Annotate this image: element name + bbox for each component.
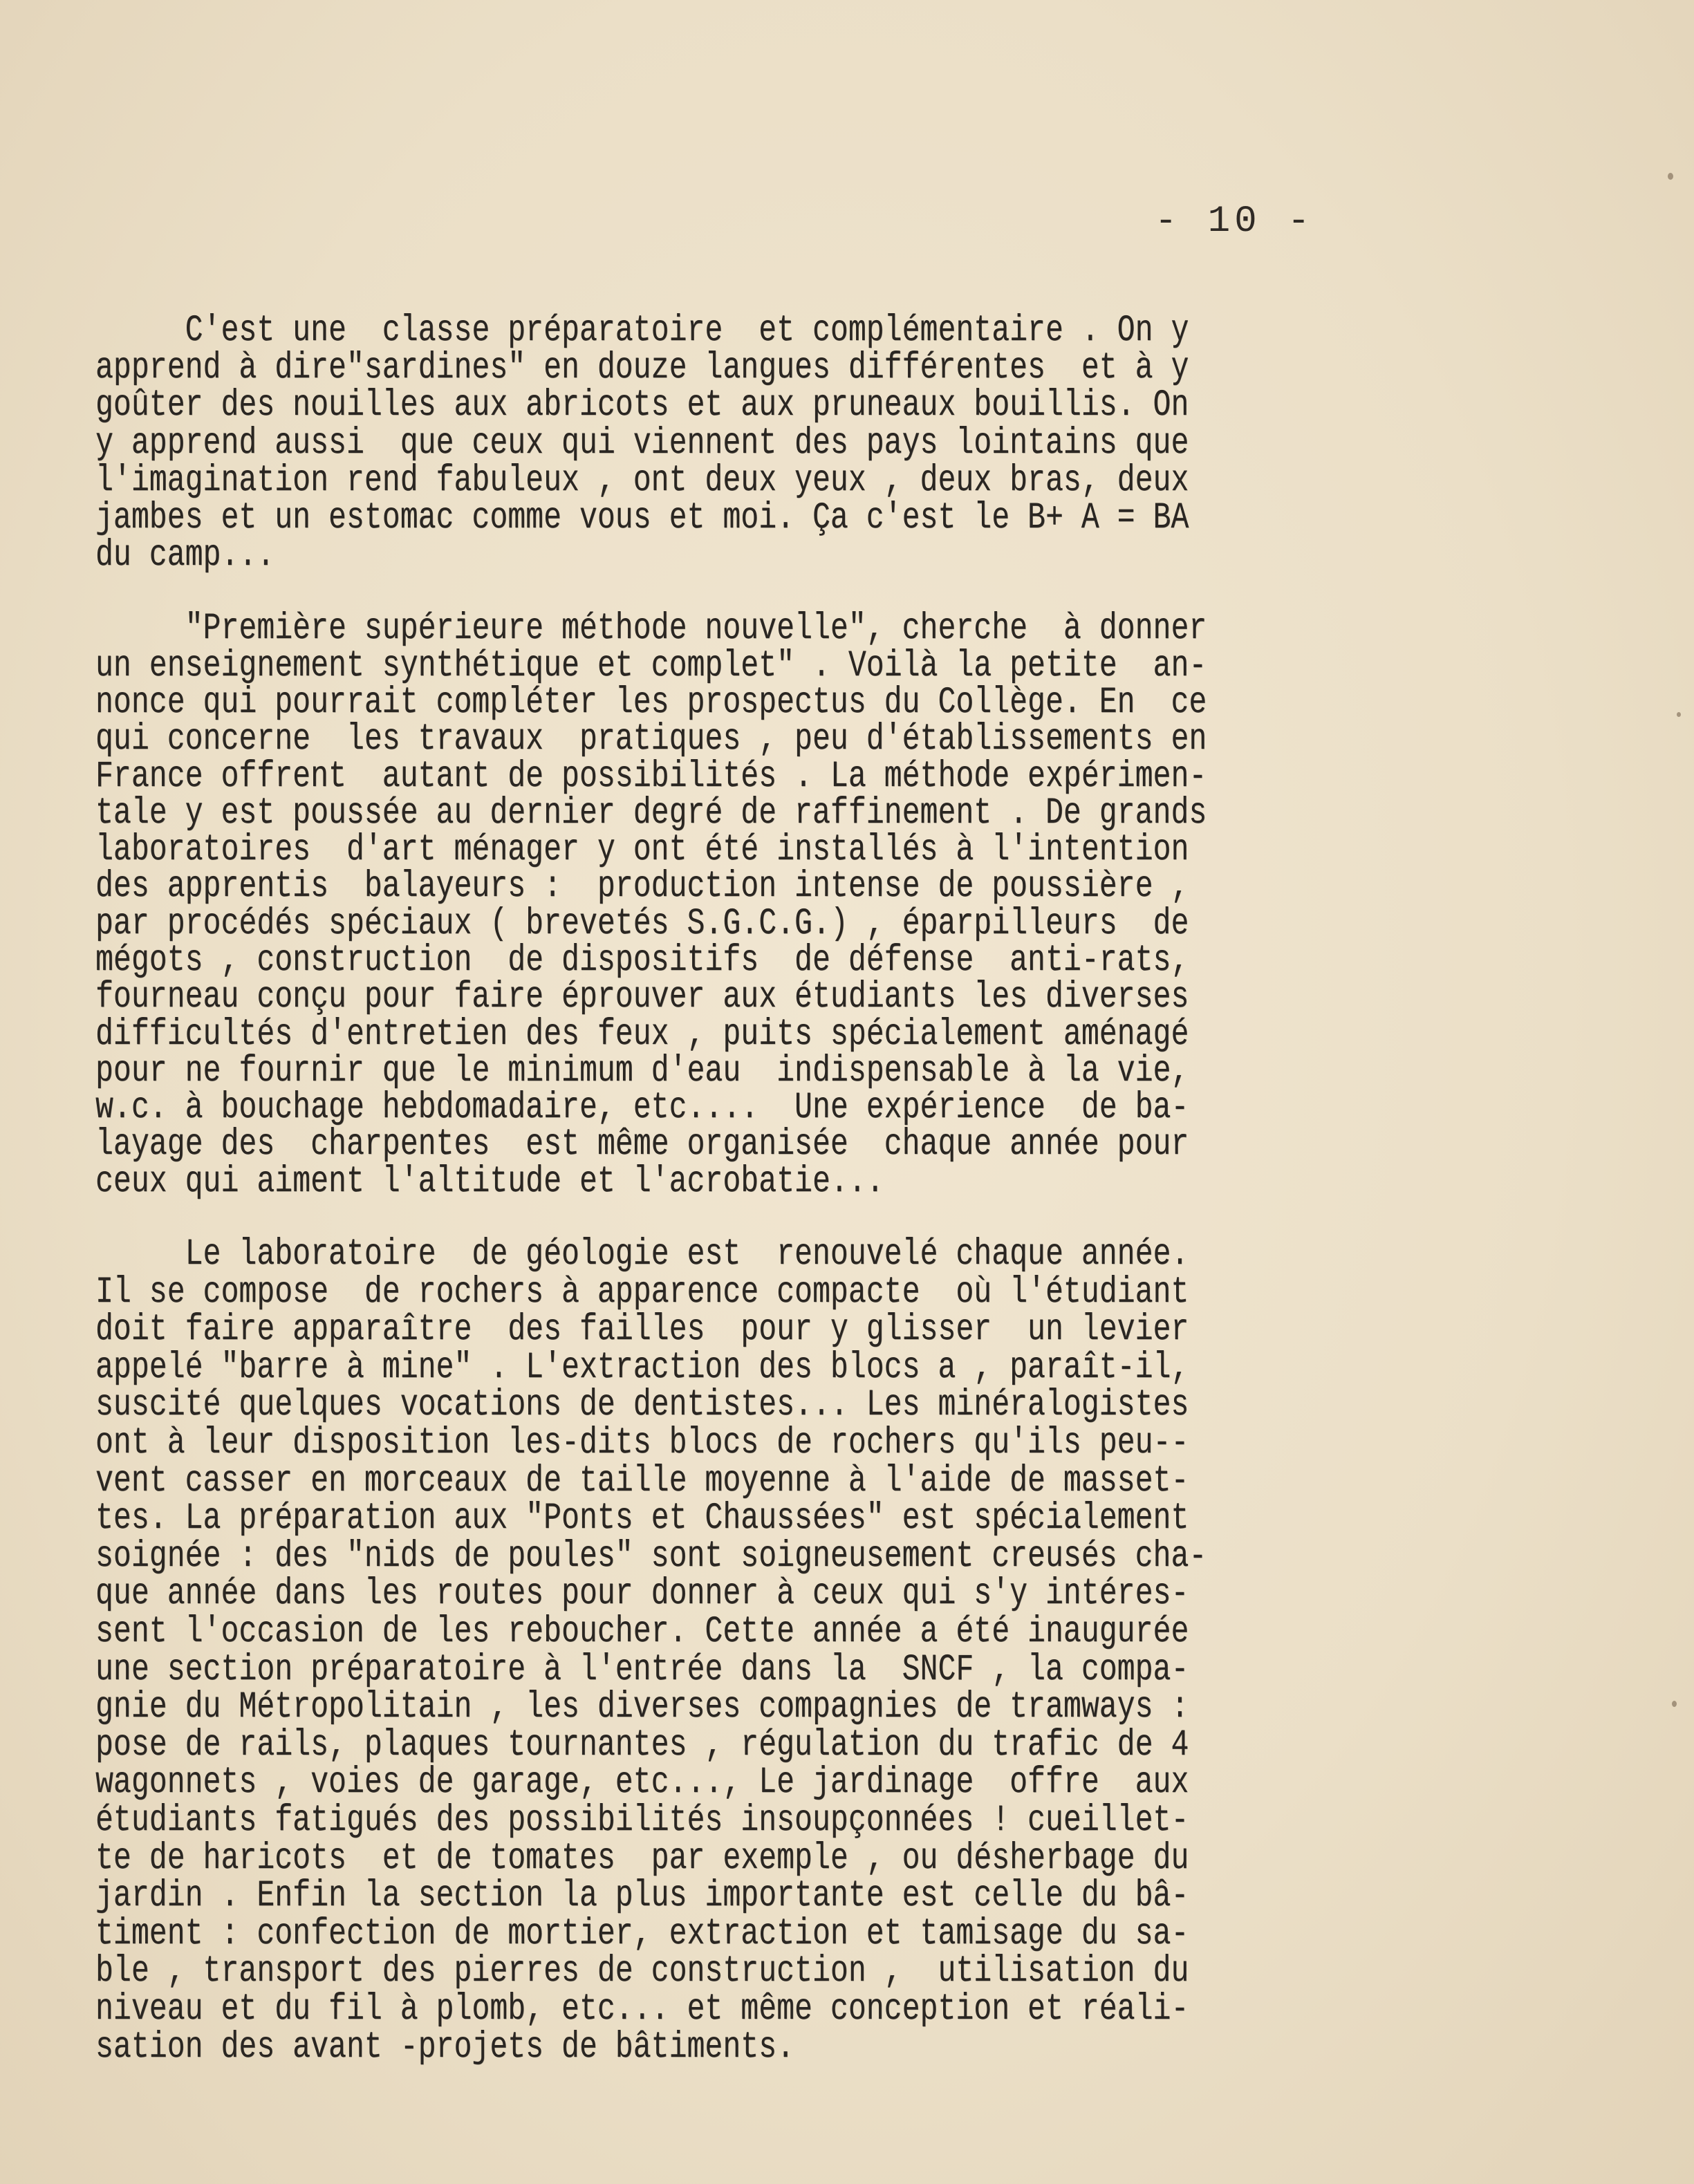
paper-speck (1668, 173, 1673, 180)
text-line: pose de rails, plaques tournantes , régulation du trafic de 4 (95, 1724, 1189, 1766)
page-number: - 10 - (1155, 200, 1314, 243)
text-line: France offrent autant de possibilités . La méthode expérimen- (95, 755, 1207, 798)
text-line: apprend à dire"sardines" en douze langues différentes et à y (95, 347, 1189, 390)
text-line: qui concerne les travaux pratiques , peu d'établissements en (95, 718, 1207, 761)
text-line: doit faire apparaître des failles pour y glisser un levier (95, 1309, 1189, 1352)
text-line: w.c. à bouchage hebdomadaire, etc.... Une expérience de ba- (95, 1087, 1189, 1130)
text-line: niveau et du fil à plomb, etc... et même conception et réali- (95, 1988, 1189, 2031)
text-line: ceux qui aiment l'altitude et l'acrobatie... (95, 1160, 884, 1203)
text-line: ont à leur disposition les-dits blocs de rochers qu'ils peu-- (95, 1422, 1189, 1465)
text-line: gnie du Métropolitain , les diverses compagnies de tramways : (95, 1686, 1189, 1729)
text-line: étudiants fatigués des possibilités insoupçonnées ! cueillet- (95, 1799, 1189, 1842)
text-line: des apprentis balayeurs : production intense de poussière , (95, 866, 1189, 908)
text-line: te de haricots et de tomates par exemple , ou désherbage du (95, 1837, 1189, 1880)
text-line: appelé "barre à mine" . L'extraction des blocs a , paraît-il, (95, 1346, 1189, 1389)
text-line: un enseignement synthétique et complet" . Voilà la petite an- (95, 644, 1207, 687)
text-line: pour ne fournir que le minimum d'eau indispensable à la vie, (95, 1049, 1189, 1092)
body-text (95, 312, 1409, 2102)
text-line: difficultés d'entretien des feux , puits spécialement aménagé (95, 1013, 1189, 1056)
text-line: mégots , construction de dispositifs de défense anti-rats, (95, 939, 1189, 982)
text-line: goûter des nouilles aux abricots et aux pruneaux bouillis. On (95, 384, 1189, 427)
paragraph-classe-preparatoire (95, 312, 1409, 575)
text-line: une section préparatoire à l'entrée dans la SNCF , la compa- (95, 1648, 1189, 1691)
text-line: du camp... (95, 534, 275, 577)
text-line: timent : confection de mortier, extraction et tamisage du sa- (95, 1912, 1189, 1955)
text-line: jardin . Enfin la section la plus importante est celle du bâ- (95, 1875, 1189, 1918)
text-line: "Première supérieure méthode nouvelle", cherche à donner (95, 608, 1207, 651)
text-line: Il se compose de rochers à apparence compacte où l'étudiant (95, 1271, 1189, 1314)
text-line: C'est une classe préparatoire et complémentaire . On y (95, 310, 1189, 352)
text-line: vent casser en morceaux de taille moyenne à l'aide de masset- (95, 1459, 1189, 1502)
text-line: par procédés spéciaux ( brevetés S.G.C.G.) , éparpilleurs de (95, 902, 1189, 945)
text-line: sent l'occasion de les reboucher. Cette année a été inaugurée (95, 1611, 1189, 1653)
text-line: jambes et un estomac comme vous et moi. Ça c'est le B+ A = BA (95, 496, 1189, 539)
text-line: l'imagination rend fabuleux , ont deux yeux , deux bras, deux (95, 459, 1189, 502)
paper-speck (1677, 712, 1681, 717)
paragraph-laboratoire-geologie (95, 1233, 1409, 2069)
text-line: sation des avant -projets de bâtiments. (95, 2026, 795, 2069)
text-line: y apprend aussi que ceux qui viennent des pays lointains que (95, 422, 1189, 465)
paper-speck (1672, 1701, 1677, 1707)
text-line: suscité quelques vocations de dentistes... Les minéralogistes (95, 1384, 1189, 1427)
text-line: tes. La préparation aux "Ponts et Chaussées" est spécialement (95, 1497, 1189, 1540)
text-line: soignée : des "nids de poules" sont soigneusement creusés cha- (95, 1535, 1207, 1578)
text-line: nonce qui pourrait compléter les prospectus du Collège. En ce (95, 681, 1207, 724)
text-line: que année dans les routes pour donner à ceux qui s'y intéres- (95, 1573, 1189, 1616)
text-line: wagonnets , voies de garage, etc..., Le jardinage offre aux (95, 1762, 1189, 1804)
text-line: ble , transport des pierres de construction , utilisation du (95, 1950, 1189, 1993)
text-line: layage des charpentes est même organisée chaque année pour (95, 1123, 1189, 1166)
text-line: Le laboratoire de géologie est renouvelé chaque année. (95, 1233, 1189, 1276)
text-line: tale y est poussée au dernier degré de raffinement . De grands (95, 792, 1207, 834)
text-line: laboratoires d'art ménager y ont été installés à l'intention (95, 829, 1189, 872)
paragraph-premiere-superieure (95, 608, 1409, 1203)
text-line: fourneau conçu pour faire éprouver aux étudiants les diverses (95, 976, 1189, 1019)
